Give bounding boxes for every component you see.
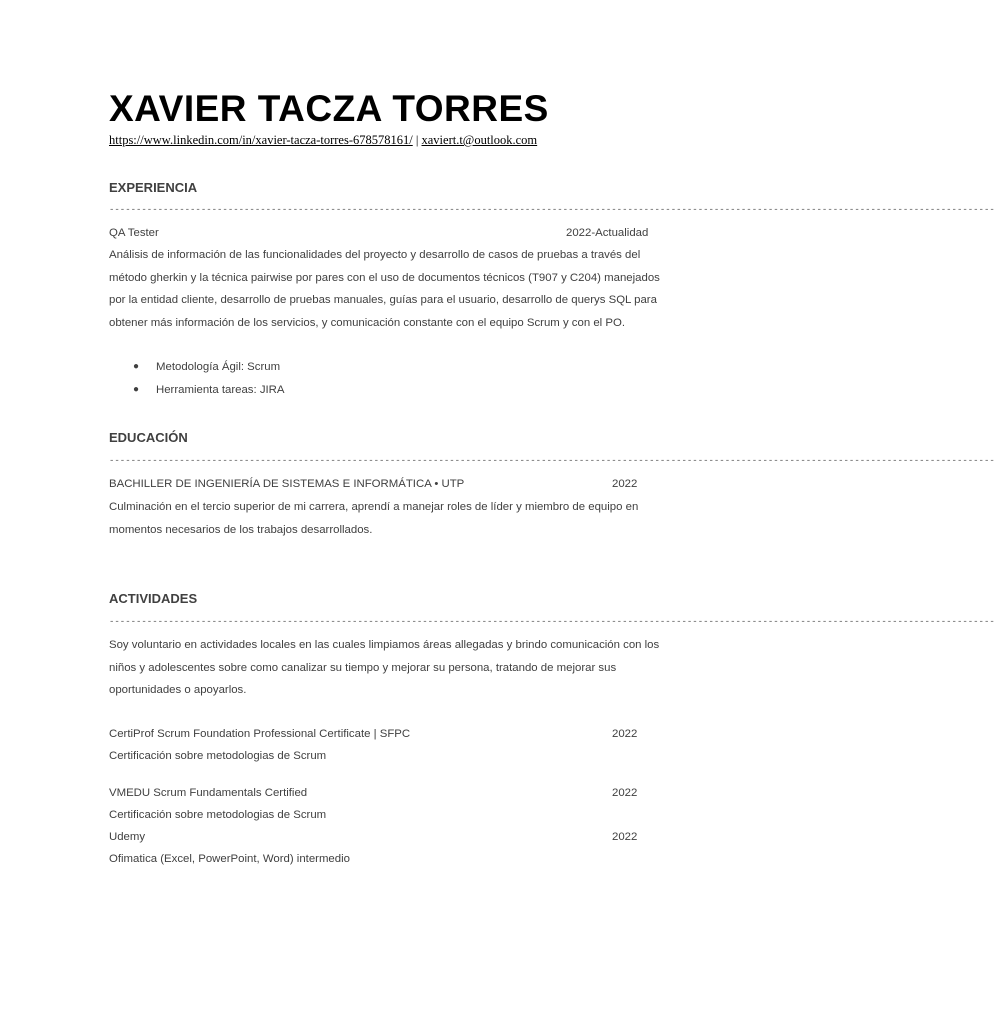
contact-separator: | [415,133,419,147]
education-divider: -------------------------------------------------------------------------------------------------------------------------------------------------------------------- [109,456,995,466]
experience-period: 2022-Actualidad [566,227,649,239]
activities-title: ACTIVIDADES [109,591,198,606]
education-degree: BACHILLER DE INGENIERÍA DE SISTEMAS E INFORMÁTICA • UTP [109,478,465,490]
cert-name: Udemy [109,831,146,843]
cert-name: VMEDU Scrum Fundamentals Certified [109,787,308,799]
linkedin-link[interactable]: https://www.linkedin.com/in/xavier-tacza-torres-678578161/ [109,133,413,147]
bullet-text: Metodología Ágil: Scrum [156,361,281,373]
experience-description: Análisis de información de las funcionalidades del proyecto y desarrollo de casos de pruebas a través del método gherkin y la técnica pairwise por pares con el uso de documentos técnicos (T907 y C204) manejados por la entidad cliente, desarrollo de pruebas manuales, guías para el usuario, desarrollo de querys SQL para obtener más información de los servicios, y comunicación constante con el equipo Scrum y con el PO. [109,249,660,329]
cert-year: 2022 [612,787,638,799]
bullet-dot-icon: ● [133,361,140,372]
activities-description: Soy voluntario en actividades locales en las cuales limpiamos áreas allegadas y brindo comunicación con los niños y adolescentes sobre como canalizar su tiempo y mejorar su persona, tratando de mejorar sus oportunidades o apoyarlos. [109,639,660,696]
cert-year: 2022 [612,831,638,843]
cert-year: 2022 [612,728,638,740]
experience-role: QA Tester [109,227,159,239]
education-description: Culminación en el tercio superior de mi carrera, aprendí a manejar roles de líder y miembro de equipo en momentos necesarios de los trabajos desarrollados. [109,501,639,536]
contact-line [109,133,537,148]
experience-divider: -------------------------------------------------------------------------------------------------------------------------------------------------------------------- [109,205,995,215]
activities-divider: -------------------------------------------------------------------------------------------------------------------------------------------------------------------- [109,617,995,627]
education-year: 2022 [612,478,638,490]
bullet-text: Herramienta tareas: JIRA [156,384,285,396]
bullet-dot-icon: ● [133,384,140,395]
experience-bullet-1 [133,361,281,373]
cert-detail: Ofimatica (Excel, PowerPoint, Word) intermedio [109,853,350,865]
cert-detail: Certificación sobre metodologias de Scrum [109,750,327,762]
cert-detail: Certificación sobre metodologias de Scrum [109,809,327,821]
cert-name: CertiProf Scrum Foundation Professional Certificate | SFPC [109,728,411,740]
email-link[interactable]: xaviert.t@outlook.com [421,133,538,147]
candidate-name: XAVIER TACZA TORRES [109,88,549,129]
education-title: EDUCACIÓN [109,430,188,445]
experience-bullet-2 [133,384,285,396]
experience-title: EXPERIENCIA [109,180,198,195]
